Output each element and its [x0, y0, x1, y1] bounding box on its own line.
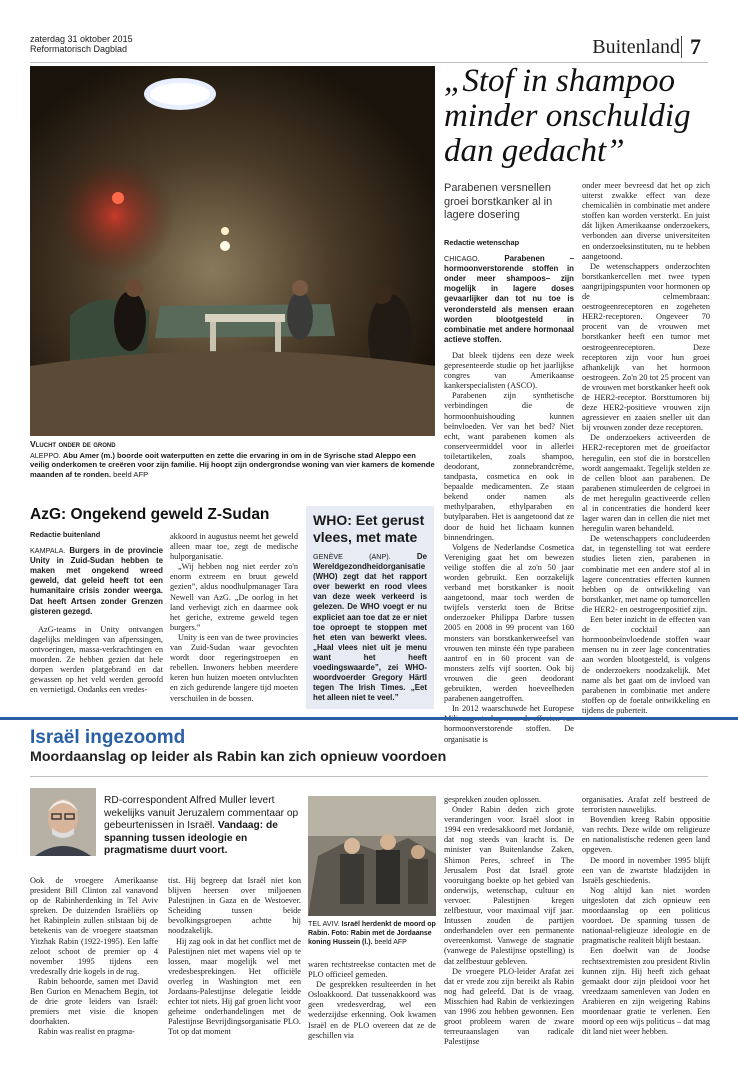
page-number: 7	[690, 34, 701, 59]
israel-column-4	[444, 795, 574, 1047]
rabin-caption-place: TEL AVIV.	[308, 919, 340, 928]
shampoo-p1: Dat bleek tijdens een deze week gepresenteerde studie op het jaarlijkse congres van Amerikaanse kankerspecialisten (ASCO).	[444, 350, 574, 391]
israel-col5e: Een doelwit van de Joodse rechtsextremisten zou president Rivlin kunnen zijn. Hij heeft zich gehaat gemaakt door zijn pleidooi voor het vreedzaam samenleven van Joden en Arabieren en zijn weigering Rabins moordenaar gratie te verlenen. Een moord op een wijs politicus – dat mag dit land niet weer hebben.	[582, 946, 710, 1037]
rabin-photo-caption	[308, 920, 436, 947]
sudan-credit: Redactie buitenland	[30, 530, 101, 539]
masthead-date-block	[30, 34, 133, 54]
aleppo-photo-caption	[30, 440, 435, 479]
israel-intro	[104, 795, 304, 858]
rabin-caption-credit: beeld AFP	[374, 938, 407, 946]
sudan-headline: AzG: Ongekend geweld Z-Sudan	[30, 506, 270, 523]
masthead-separator	[681, 36, 682, 58]
sudan-p2: akkoord in augustus neemt het geweld alleen maar toe, zegt de medische hulporganisatie.	[170, 532, 298, 562]
shampoo-p8: De wetenschappers concludeerden dat, in tegenstelling tot wat eerdere studies lieten zien, parabenen in combinatie met een andere stof al in lagere concentraties effecten kunnen hebben op de ontwikkeling van borstkanker, met name op tumorcellen die HER2- en oestrogeenpositief zijn.	[582, 534, 710, 614]
shampoo-p9: Een beter inzicht in de effecten van de cocktail aan hormoonbeïnvloedende stoffen waar mensen nu in zeer lage concentraties aan worden blootgesteld, is volgens de onderzoekers noodzakelijk. Met name als het gaat om de invloed van parabenen in combinatie met andere stoffen op de foetale ontwikkeling en tijdens de puberteit.	[582, 615, 710, 715]
rabin-photo	[308, 796, 436, 916]
shampoo-p5: onder meer bevreesd dat het op zich uiterst zwakke effect van deze chemicaliën in combinatie met andere stoffen kan worden versterkt. En juist dát lijken Amerikaanse onderzoekers, verbonden aan diverse universiteiten en onderzoeksinstituten, nu te hebben aangetoond.	[582, 181, 710, 261]
rabin-caption-text: Israël herdenkt de moord op Rabin. Foto: Rabin met de Jordaanse koning Hussein (l.).	[308, 921, 436, 946]
israel-title: Israël ingezoomd	[30, 727, 186, 748]
israel-col3b: De gesprekken resulteerden in het Osloakkoord. Dat tussenakkoord was geen vredesverdrag, wel een wederzijdse erkenning. Ook kwamen Israël en de PLO overeen dat ze de geschillen via	[308, 980, 436, 1040]
shampoo-p2: Parabenen zijn synthetische verbindingen die de hormoonhuishouding kunnen beïnvloeden. Ver van het bed? Niet echt, want parabenen komen als conserveermiddel voor in allerlei toiletartikelen, zoals shampoo, deodorant, zonnebrandcrème, tandpasta, cosmetica en ook in bepaalde medicamenten. Ze staan bekend onder namen als methylparaben, ethylparaben en butylparaben. Het is aangetoond dat ze door de huid het lichaam kunnen binnendringen.	[444, 391, 574, 542]
shampoo-p3: Volgens de Nederlandse Cosmetica Vereniging gaat het om bewezen veilige stoffen die al zo'n 50 jaar worden gebruikt. Een oorzakelijk verband met borstkanker is nooit aangetoond, maar toch werden de twijfels versterkt toen de Britse onderzoeker Philippa Darbre tussen 2005 en 2008 in 99 procent van 160 monsters van borstkankerweefsel van vrouwen ten minste één type parabeen aantrof en in 60 procent van de monsters zelfs vijf soorten. Ook bij vrouwen die geen deodorant gebruikten, werden hoeveelheden parabenen aangetroffen.	[444, 542, 574, 704]
israel-column-2	[168, 876, 301, 1038]
sudan-p4: Unity is een van de twee provincies van Zuid-Sudan waar gevochten wordt door regeringstroepen en rebellen. Inwoners hebben meerdere keren hun huizen moeten ontvluchten en zich gedurende langere tijd moeten verschuilen in de bossen.	[170, 632, 298, 703]
sudan-column-1	[30, 530, 163, 695]
israel-col5b: Bovendien kreeg Rabin oppositie van rechts. Deze wilde om religieuze en nationalistische redenen geen land opgeven.	[582, 815, 710, 855]
israel-col4b: Onder Rabin deden zich grote veranderingen voor. Israël sloot in 1994 een vredesakkoord met Jordanië, dat nog steeds van kracht is. De minister van Buitenlandse Zaken, Shimon Peres, schreef in The Jerusalem Post dat Israël grote vooruitgang boekte op het gebied van onderwijs, wetenschap, cultuur en vervoer. Palestijnen kregen zelfbestuur, voor maximaal vijf jaar. Intussen zouden de partijen onderhandelen over een permanente overeenkomst. Vanwege de stagnatie (vanwege de Palestijnse opstelling) is dat zelfbestuur gebleven.	[444, 805, 574, 966]
israel-top-rule	[0, 717, 738, 720]
who-place: GENÈVE (ANP).	[313, 552, 391, 561]
caption-kop: Vlucht onder de grond	[30, 439, 116, 449]
israel-intro-text: RD-correspondent Alfred Muller levert wekelijks vanuit Jeruzalem commentaar op gebeurtenissen in Israël.	[104, 795, 299, 832]
shampoo-subhead: Parabenen versnellen groei borstkanker al in lagere dosering	[444, 182, 553, 221]
israel-col2b: Hij zag ook in dat het conflict met de Palestijnen niet met wapens viel op te lossen, maar mogelijk wel met vredesbesprekingen. Het officiële overleg in Washington met een Jordaans-Palestijnse delegatie leidde echter tot niets. Hij gaf groen licht voor geheime onderhandelingen met de Palestijnse Bevrijdingsorganisatie PLO. Tot op dat moment	[168, 936, 301, 1037]
israel-sub-rule	[30, 776, 708, 777]
rabin-photo-illustration	[308, 796, 436, 916]
sudan-lead: Burgers in de provincie Unity in Zuid-Sudan hebben te maken met ongekend wreed geweld, dat geleid heeft tot een humanitaire crisis zonder weerga. Dat heeft Artsen zonder Grenzen gisteren gezegd.	[30, 546, 163, 616]
author-portrait-illustration	[30, 788, 96, 856]
masthead-date: zaterdag 31 oktober 2015	[30, 34, 133, 44]
sudan-p1: AzG-teams in Unity ontvangen dagelijks meldingen van afperssingen, ontvoeringen, massa-verkrachtingen en moorden. Ze hebben gezien dat hele dorpen werden platgebrand en dat gewassen op het veld werden geroofd en vernietigd. Ondanks een vredes-	[30, 624, 163, 695]
shampoo-p7: De onderzoekers activeerden de HER2-receptoren met de groeifactor heregulin, een stof die in borstcellen wordt aangemaakt. Tegelijk stelden ze de cellen bloot aan parabenen. De parabenen stimuleerden de celgroei in de met heregulin geactiveerde cellen al in concentraties die honderd keer lager waren dan in cellen die niet met heregulin waren behandeld.	[582, 433, 710, 534]
author-portrait	[30, 788, 96, 856]
caption-text: Abu Amer (m.) boorde ooit waterputten en zette die ervaring in om in de Syrische stad Aleppo een veilig onderkomen te creëren voor zijn familie. Hij hoopt zijn ondergrondse woning van vier kamers de komende maanden af te ronden.	[30, 450, 435, 479]
sudan-place: KAMPALA.	[30, 546, 66, 556]
israel-col5d: Nog altijd kan niet worden uitgesloten dat zich opnieuw een moordaanslag op een politicus voordoet. De spanning tussen de nationaal-religieuze ideologie en de pragmatische realiteit blijft bestaan.	[582, 885, 710, 946]
who-text: De Wereldgezondheidorganisatie (WHO) zegt dat het rapport over bewerkt en rood vlees van deze week verkeerd is gelezen. De WHO voegt er nu expliciet aan toe dat ze er niet toe oproept te stoppen met het eten van bewerkt vlees. „Haal vlees niet uit je menu want het heeft voedingswaarde”, zei WHO-woordvoerder Gregory Härtl tegen The Irish Times. „Eet het alleen niet te veel.”	[313, 552, 427, 703]
israel-col3: waren rechtstreekse contacten met de PLO officieel gemeden.	[308, 960, 436, 980]
israel-col1c: Rabin was realist en pragma-	[38, 1027, 135, 1037]
sudan-p3: „Wij hebben nog niet eerder zo'n enorm extreem en bruut geweld gezien”, aldus noodhulpmanager Tara Newell van AzG. „De oorlog in het land verhevigt zich en daarmee ook het geriche, extreme geweld tegen burgers.”	[170, 562, 298, 632]
shampoo-headline: „Stof in shampoo minder onschuldig dan gedacht”	[444, 63, 691, 169]
israel-column-3	[308, 960, 436, 1041]
masthead-paper: Reformatorisch Dagblad	[30, 44, 128, 54]
sudan-column-2	[170, 532, 298, 704]
aleppo-cave-photo	[30, 66, 435, 436]
shampoo-column-1	[444, 238, 574, 745]
israel-col2: tist. Hij begreep dat Israël niet kon blijven heersen over miljoenen Palestijnen in Gaza en de Westoever. Scheiding tussen beide bevolkingsgroepen achtte hij noodzakelijk.	[168, 876, 301, 936]
caption-place: ALEPPO.	[30, 450, 61, 460]
who-headline: WHO: Eet gerust vlees, met mate	[313, 512, 425, 545]
israel-col5c: De moord in november 1995 blijft een van de zwartste bladzijden in Israëls geschiedenis.	[582, 855, 710, 885]
caption-credit: beeld AFP	[113, 469, 149, 479]
shampoo-column-2	[582, 181, 710, 716]
israel-col5: organisaties. Arafat zelf bestreed de terroristen nauwelijks.	[582, 795, 710, 815]
shampoo-lead: Parabenen –hormoonverstorende stoffen in onder meer shampoos– zijn mogelijk in lagere doses gevaarlijker dan tot nu toe is verondersteld als mensen eraan worden blootgesteld in combinatie met andere hormonaal actieve stoffen.	[444, 254, 574, 344]
who-box	[306, 506, 434, 709]
shampoo-p6: De wetenschappers onderzochten borstkankercellen met twee typen aangrijpingspunten voor hormonen op de celmembraan: oestrogeenreceptoren en zogeheten HER2-receptoren. Ongeveer 70 procent van de vrouwen met borstkanker heeft een tumor met oestrogeenreceptoren. Deze receptoren zijn voor hun groei afhankelijk van het hormoon oestrogeen. Zo'n 20 tot 25 procent van de vrouwen met borstkanker heeft ook de HER2-receptor. Borsttumoren bij deze HER2-positieve vrouwen zijn agressiever en zaaien sneller uit dan bij vrouwen zonder deze receptoren.	[582, 261, 710, 433]
israel-col4: gesprekken zouden oplossen.	[444, 795, 542, 804]
israel-subtitle: Moordaanslag op leider als Rabin kan zich opnieuw voordoen	[30, 749, 447, 765]
israel-intro-bold: Vandaag: de spanning tussen ideologie en pragmatisme duurt voort.	[104, 820, 278, 857]
israel-column-1	[30, 876, 158, 1038]
israel-col4c: De vroegere PLO-leider Arafat zei dat er vrede zou zijn bereikt als Rabin nog had geleefd. Dat is de vraag. Misschien had Rabin de verkiezingen van 1996 zou hebben gewonnen. Een groot probleem waren de zware terreuraanslagen van radicale Palestijnse	[444, 966, 574, 1047]
israel-col1b: Rabin behoorde, samen met David Ben Gurion en Menachem Begin, tot de drie grote leiders van Israël: premiers met visie die knopen doorhakten.	[30, 976, 158, 1027]
israel-col1: Ook de vroegere Amerikaanse president Bill Clinton zal vanavond op de Rabinherdenking in Tel Aviv spreken. De duizenden Israëliërs op het Rabinplein zullen stilstaan bij de betekenis van de vroegere staatsman Yitzhak Rabin (1922-1995). Een laffe zeloot schoot de premier op 4 november 1995 tijdens een vredesrally drie kogels in de rug.	[30, 876, 158, 976]
section-title: Buitenland	[592, 36, 680, 58]
israel-column-5	[582, 795, 710, 1037]
who-body	[313, 552, 427, 703]
shampoo-p4: In 2012 waarschuwde het Europese hormoonverstorende stoffen. De organisatie is	[444, 704, 574, 744]
cave-photo-illustration	[30, 66, 435, 436]
shampoo-credit: Redactie wetenschap	[444, 238, 520, 247]
shampoo-place: CHICAGO.	[444, 254, 480, 264]
